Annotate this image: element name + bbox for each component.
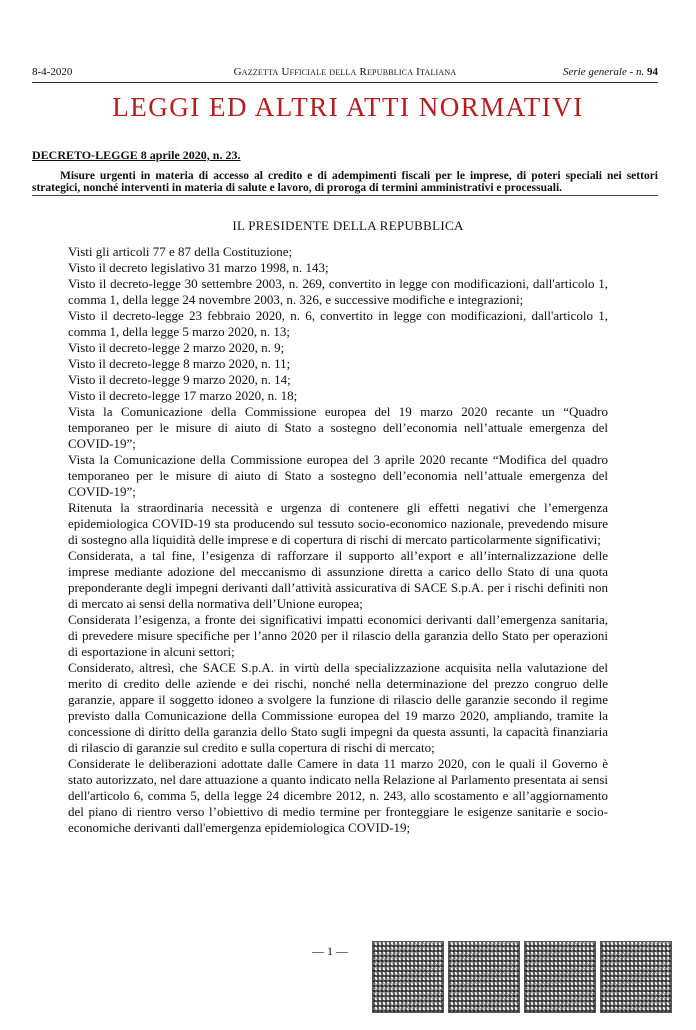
paragraph: Visto il decreto-legge 23 febbraio 2020, n. 6, convertito in legge con modificazioni, dall'articolo 1, comma 1, della legge 5 marzo 2020, n. 13; [68, 308, 608, 339]
paragraph: Visto il decreto-legge 30 settembre 2003, n. 269, convertito in legge con modificazioni, dall'articolo 1, comma 1, della legge 24 novembre 2003, n. 326, e successive modifiche e integrazioni; [68, 276, 608, 307]
paragraph: Considerata l’esigenza, a fronte dei significativi impatti economici derivanti dall’emergenza sanitaria, di prevedere misure specifiche per l’anno 2020 per il rilascio della garanzia dello Stato per operazioni di esportazione in alcuni settori; [68, 612, 608, 659]
page-number: — 1 — [312, 944, 348, 958]
header-date: 8-4-2020 [32, 66, 73, 78]
paragraph: Vista la Comunicazione della Commissione europea del 19 marzo 2020 recante un “Quadro temporaneo per le misure di aiuto di Stato a sostegno dell’economia nell’attuale emergenza del COVID-19”; [68, 404, 608, 451]
paragraph: Considerato, altresì, che SACE S.p.A. in virtù della specializzazione acquisita nella valutazione del merito di credito delle aziende e dei rischi, nonché nella determinazione del prezzo congruo delle garanzie, appare il soggetto idoneo a svolgere la funzione di rilascio delle garanzie secondo il regime previsto dalla Comunicazione della Commissione europea del 19 marzo 2020, ampliando, tramite la concessione di diritto della garanzia dello Stato sugli impegni da questa assunti, la capacità finanziaria di rilascio di garanzie sul credito e sulla copertura di rischi di mercato; [68, 660, 608, 755]
header-gazette: Gazzetta Ufficiale della Repubblica Italiana [233, 66, 457, 78]
paragraph: Considerata, a tal fine, l’esigenza di rafforzare il supporto all’export e all’internalizzazione delle imprese mediante adozione del meccanismo di assunzione diretta a carico dello Stato di una quota preponderante degli impegni derivanti dall’attività assicurativa di SACE S.p.A. per i rischi definiti non di mercato ai sensi della normativa dell’Unione europea; [68, 548, 608, 611]
qr-code [600, 941, 672, 1013]
header-serie-number: 94 [647, 66, 658, 78]
president-heading: IL PRESIDENTE DELLA REPUBBLICA [232, 218, 464, 233]
paragraph: Visto il decreto-legge 17 marzo 2020, n. 18; [68, 388, 298, 403]
qr-codes [372, 941, 672, 1013]
decree-subject: Misure urgenti in materia di accesso al credito e di adempimenti fiscali per le imprese, di poteri speciali nei settori strategici, nonché interventi in materia di salute e lavoro, di proroga di termini amministrativi e processuali. [32, 170, 658, 194]
qr-code [524, 941, 596, 1013]
section-title: LEGGI ED ALTRI ATTI NORMATIVI [112, 92, 584, 122]
header-serie-label: Serie generale - n. [563, 66, 645, 78]
paragraph: Visto il decreto-legge 2 marzo 2020, n. 9; [68, 340, 285, 355]
qr-code [448, 941, 520, 1013]
header-serie [563, 66, 658, 78]
paragraph: Visto il decreto legislativo 31 marzo 1998, n. 143; [68, 260, 329, 275]
decree-body [68, 244, 608, 836]
paragraph: Ritenuta la straordinaria necessità e urgenza di contenere gli effetti negativi che l’emergenza epidemiologica COVID-19 sta producendo sul tessuto socio-economico nazionale, prevedendo misure di sostegno alla liquidità delle imprese e di copertura di rischi di mercato particolarmente significativi; [68, 500, 608, 547]
paragraph: Visto il decreto-legge 8 marzo 2020, n. 11; [68, 356, 291, 371]
header-rule [32, 82, 658, 83]
paragraph: Vista la Comunicazione della Commissione europea del 3 aprile 2020 recante “Modifica del quadro temporaneo per le misure di aiuto di Stato a sostegno dell’economia nell’attuale emergenza del COVID-19”; [68, 452, 608, 499]
paragraph: Visto il decreto-legge 9 marzo 2020, n. 14; [68, 372, 291, 387]
paragraph: Considerate le deliberazioni adottate dalle Camere in data 11 marzo 2020, con le quali il Governo è stato autorizzato, nel dare attuazione a quanto indicato nella Relazione al Parlamento presentata ai sensi dell'articolo 6, comma 5, della legge 24 dicembre 2012, n. 243, allo scostamento e all’aggiornamento del piano di rientro verso l’obiettivo di medio termine per fronteggiare le esigenze sanitarie e socio-economiche derivanti dall'emergenza epidemiologica COVID-19; [68, 756, 608, 835]
decree-title: DECRETO-LEGGE 8 aprile 2020, n. 23. [32, 148, 241, 162]
page-header [32, 66, 658, 82]
qr-code [372, 941, 444, 1013]
paragraph: Visti gli articoli 77 e 87 della Costituzione; [68, 244, 293, 259]
